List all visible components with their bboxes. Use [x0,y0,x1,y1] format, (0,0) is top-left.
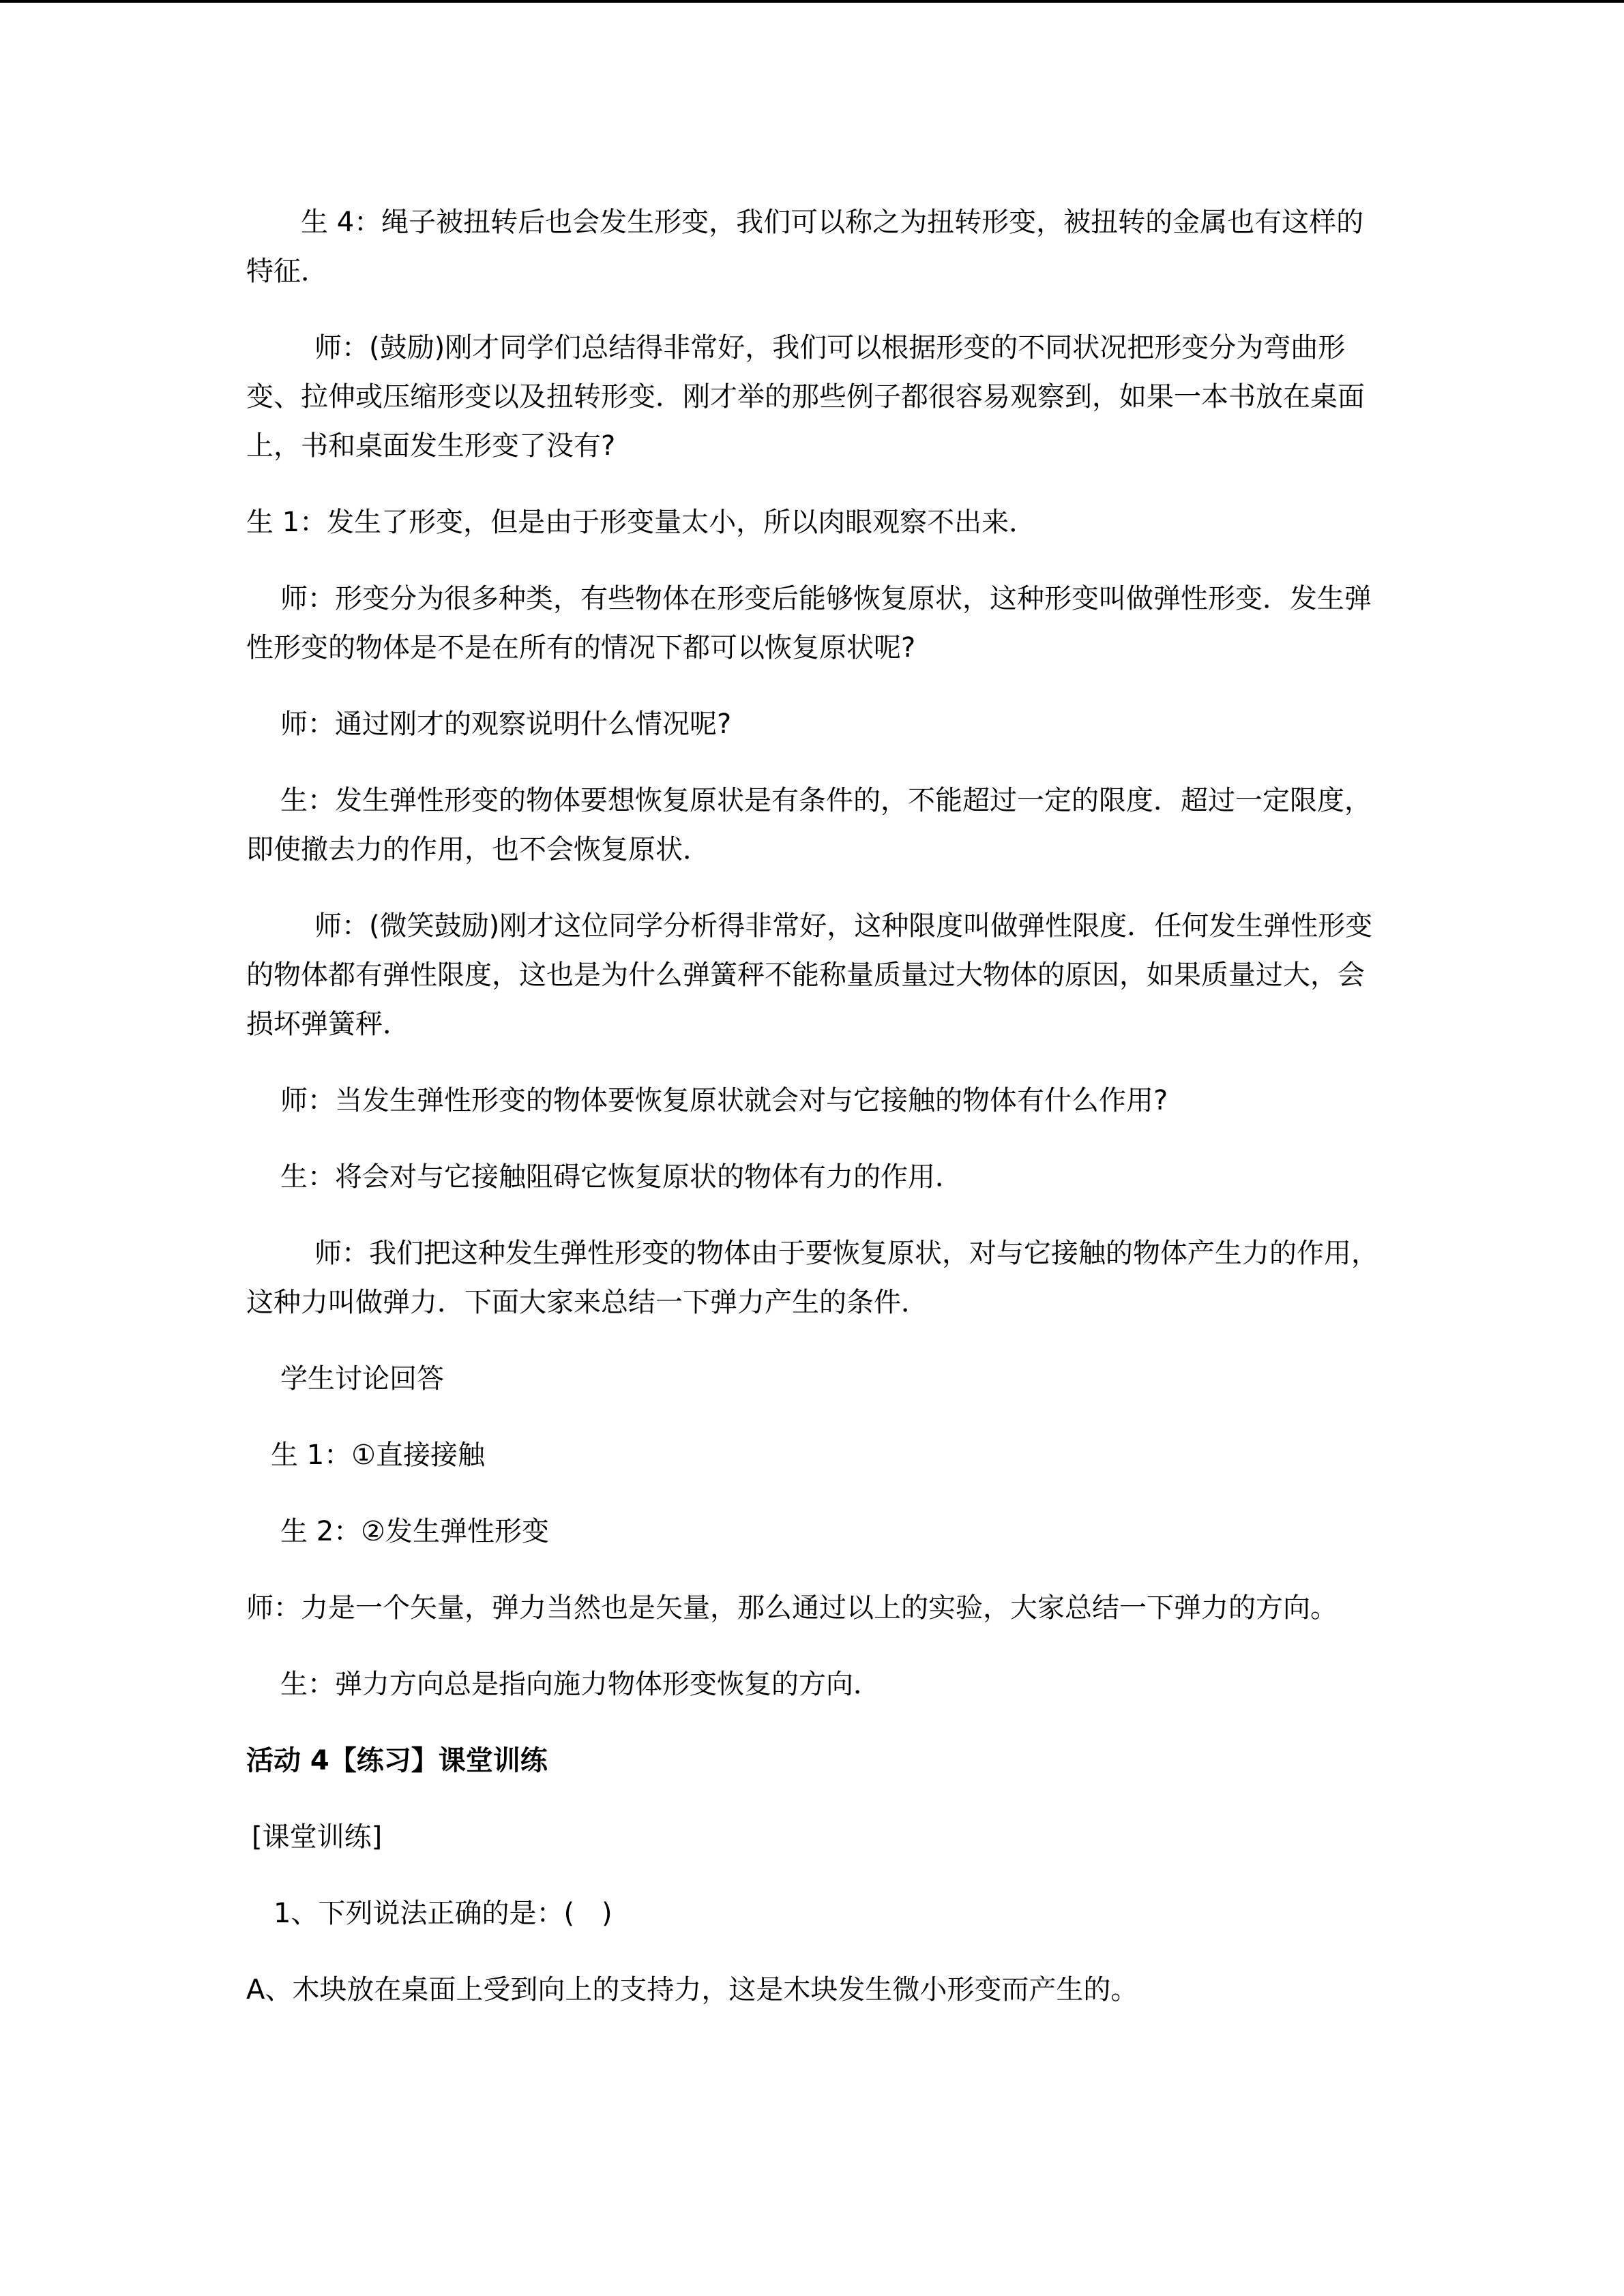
paragraph-teacher-question-observation: 师：通过刚才的观察说明什么情况呢? [280,709,732,740]
paragraph-student4-torsion: 生 4：绳子被扭转后也会发生形变，我们可以称之为扭转形变，被扭转的金属也有这样的特征． [246,207,1364,287]
paragraph-student-force-direction: 生：弹力方向总是指向施力物体形变恢复的方向． [280,1669,881,1700]
document-page [246,198,1378,2042]
paragraph-student1-condition: 生 1：①直接接触 [271,1440,486,1471]
paragraph-student-elastic-limit: 生：发生弹性形变的物体要想恢复原状是有条件的，不能超过一定的限度．超过一定限度，即使撤去力的作用，也不会恢复原状． [246,785,1372,865]
paragraph-teacher-elastic-limit: 师：(微笑鼓励)刚才这位同学分析得非常好，这种限度叫做弹性限度．任何发生弹性形变的物体都有弹性限度，这也是为什么弹簧秤不能称量质量过大物体的原因，如果质量过大，会损坏弹簧秤． [246,910,1373,1040]
paragraph-teacher-question-effect: 师：当发生弹性形变的物体要恢复原状就会对与它接触的物体有什么作用? [280,1085,1168,1116]
paragraph-student-discussion: 学生讨论回答 [280,1363,444,1395]
paragraph-teacher-force-vector: 师：力是一个矢量，弹力当然也是矢量，那么通过以上的实验，大家总结一下弹力的方向。 [246,1592,1338,1624]
question-1-option-a: A、木块放在桌面上受到向上的支持力，这是木块发生微小形变而产生的。 [246,1974,1138,2006]
paragraph-teacher-elastic-force: 师：我们把这种发生弹性形变的物体由于要恢复原状，对与它接触的物体产生力的作用，这种力叫做弹力．下面大家来总结一下弹力产生的条件． [246,1238,1378,1318]
question-1: 1、下列说法正确的是：( ) [274,1898,612,1929]
paragraph-student2-condition: 生 2：②发生弹性形变 [280,1516,550,1547]
paragraph-teacher-elastic-deformation: 师：形变分为很多种类，有些物体在形变后能够恢复原状，这种形变叫做弹性形变．发生弹性形变的物体是不是在所有的情况下都可以恢复原状呢? [246,583,1372,664]
paragraph-student1-answer: 生 1：发生了形变，但是由于形变量太小，所以肉眼观察不出来． [246,507,1037,538]
page-top-border [0,0,1624,3]
activity-heading: 活动 4【练习】课堂训练 [246,1745,548,1776]
section-label-classroom-training: [课堂训练] [252,1821,383,1853]
paragraph-teacher-deformation-types: 师：(鼓励)刚才同学们总结得非常好，我们可以根据形变的不同状况把形变分为弯曲形变、拉伸或压缩形变以及扭转形变．刚才举的那些例子都很容易观察到，如果一本书放在桌面上，书和桌面发生形变了没有? [246,332,1365,462]
paragraph-student-force-effect: 生：将会对与它接触阻碍它恢复原状的物体有力的作用． [280,1161,962,1193]
